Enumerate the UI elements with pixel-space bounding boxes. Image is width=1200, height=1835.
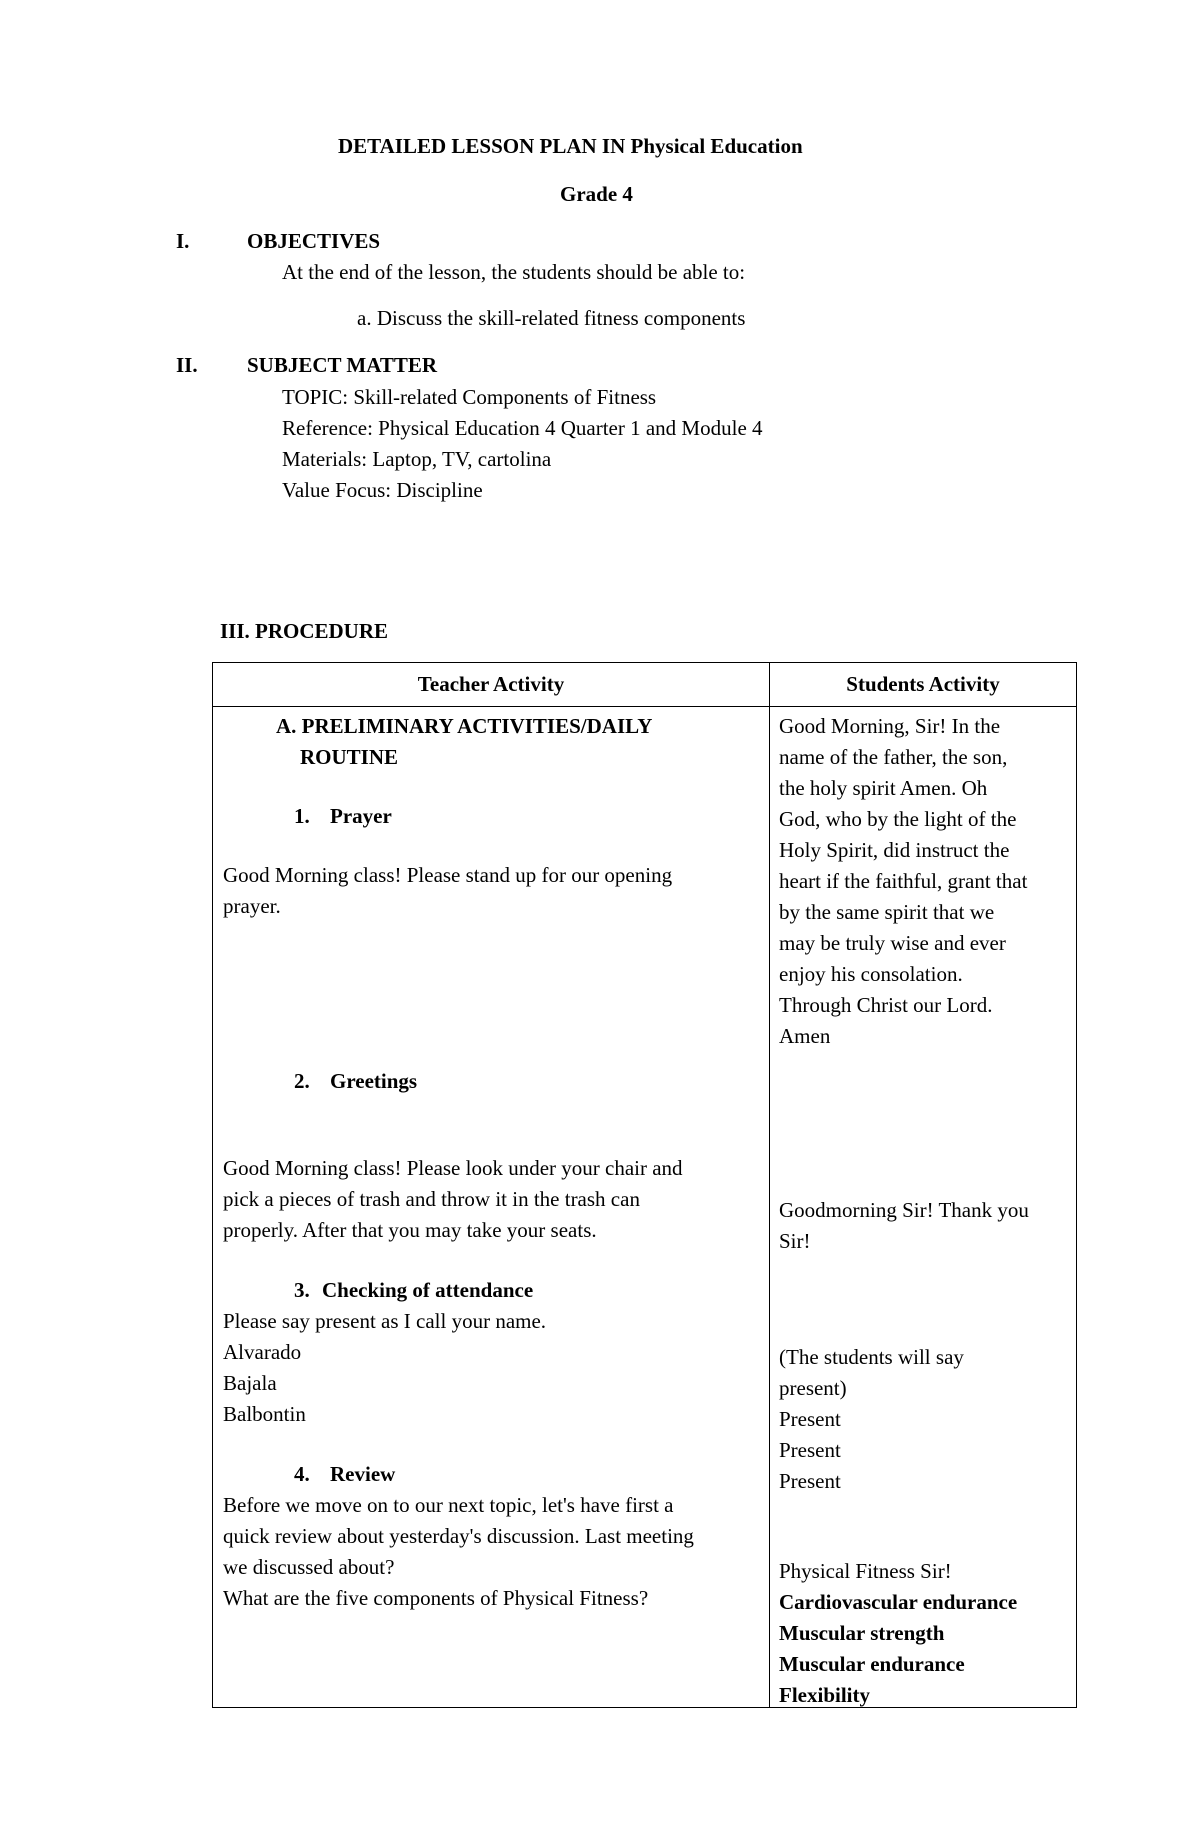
- subject-matter-numeral: II.: [176, 353, 198, 377]
- subject-topic: TOPIC: Skill-related Components of Fitness: [282, 385, 657, 409]
- attendance-response-line: (The students will say: [779, 1345, 964, 1369]
- prayer-response-line: enjoy his consolation.: [779, 962, 963, 986]
- review-title: Review: [330, 1462, 396, 1486]
- section-heading: A. PRELIMINARY ACTIVITIES/DAILY: [276, 714, 653, 738]
- prayer-response-line: the holy spirit Amen. Oh: [779, 776, 988, 800]
- prayer-response-line: by the same spirit that we: [779, 900, 995, 924]
- prayer-response-line: Holy Spirit, did instruct the: [779, 838, 1010, 862]
- greetings-text-line: pick a pieces of trash and throw it in the trash can: [223, 1187, 640, 1211]
- attendance-title: Checking of attendance: [322, 1278, 534, 1302]
- objectives-intro: At the end of the lesson, the students should be able to:: [282, 260, 746, 284]
- students-activity-cell: [770, 707, 1077, 1708]
- student-name: Alvarado: [223, 1340, 302, 1364]
- review-number: 4.: [294, 1462, 310, 1486]
- prayer-response-line: Through Christ our Lord.: [779, 993, 993, 1017]
- prayer-text-line: prayer.: [223, 894, 281, 918]
- subject-value-focus: Value Focus: Discipline: [282, 478, 483, 502]
- objective-item: a. Discuss the skill-related fitness components: [357, 306, 746, 330]
- fitness-component: Muscular strength: [779, 1621, 945, 1645]
- review-text-line: we discussed about?: [223, 1555, 395, 1579]
- section-heading-cont: ROUTINE: [300, 745, 399, 769]
- review-text-line: Before we move on to our next topic, let's have first a: [223, 1493, 674, 1517]
- greeting-response-line: Sir!: [779, 1229, 811, 1253]
- subject-materials: Materials: Laptop, TV, cartolina: [282, 447, 552, 471]
- greeting-response-line: Goodmorning Sir! Thank you: [779, 1198, 1029, 1222]
- objectives-numeral: I.: [176, 229, 190, 253]
- students-activity-header: Students Activity: [770, 663, 1077, 707]
- objectives-heading: OBJECTIVES: [247, 229, 381, 253]
- attendance-text-line: Please say present as I call your name.: [223, 1309, 547, 1333]
- review-text-line: What are the five components of Physical Fitness?: [223, 1586, 649, 1610]
- teacher-activity-header: Teacher Activity: [213, 663, 770, 707]
- subject-reference: Reference: Physical Education 4 Quarter 1 and Module 4: [282, 416, 763, 440]
- prayer-response-line: God, who by the light of the: [779, 807, 1017, 831]
- review-response: Physical Fitness Sir!: [779, 1559, 952, 1583]
- fitness-component: Cardiovascular endurance: [779, 1590, 1018, 1614]
- greetings-text-line: properly. After that you may take your seats.: [223, 1218, 597, 1242]
- teacher-activity-cell: [213, 707, 770, 1708]
- greetings-title: Greetings: [330, 1069, 418, 1093]
- table-header-row: [213, 663, 1077, 707]
- prayer-response-line: Good Morning, Sir! In the: [779, 714, 1001, 738]
- fitness-component: Muscular endurance: [779, 1652, 965, 1676]
- prayer-response-line: Amen: [779, 1024, 831, 1048]
- attendance-response-line: Present: [779, 1407, 841, 1431]
- prayer-response-line: may be truly wise and ever: [779, 931, 1006, 955]
- table-row: [213, 707, 1077, 1708]
- prayer-title: Prayer: [330, 804, 392, 828]
- greetings-number: 2.: [294, 1069, 310, 1093]
- attendance-response-line: present): [779, 1376, 847, 1400]
- prayer-response-line: heart if the faithful, grant that: [779, 869, 1028, 893]
- document-title: DETAILED LESSON PLAN IN Physical Education: [338, 134, 803, 158]
- student-name: Bajala: [223, 1371, 277, 1395]
- greetings-text-line: Good Morning class! Please look under your chair and: [223, 1156, 683, 1180]
- fitness-component: Flexibility: [779, 1683, 870, 1707]
- attendance-response-line: Present: [779, 1438, 841, 1462]
- procedure-table: [212, 662, 1077, 1708]
- grade-label: Grade 4: [560, 182, 633, 206]
- subject-matter-heading: SUBJECT MATTER: [247, 353, 438, 377]
- attendance-response-line: Present: [779, 1469, 841, 1493]
- prayer-text-line: Good Morning class! Please stand up for our opening: [223, 863, 673, 887]
- procedure-heading: III. PROCEDURE: [220, 619, 389, 643]
- review-text-line: quick review about yesterday's discussion. Last meeting: [223, 1524, 694, 1548]
- attendance-number: 3.: [294, 1278, 310, 1302]
- student-name: Balbontin: [223, 1402, 306, 1426]
- prayer-response-line: name of the father, the son,: [779, 745, 1008, 769]
- prayer-number: 1.: [294, 804, 310, 828]
